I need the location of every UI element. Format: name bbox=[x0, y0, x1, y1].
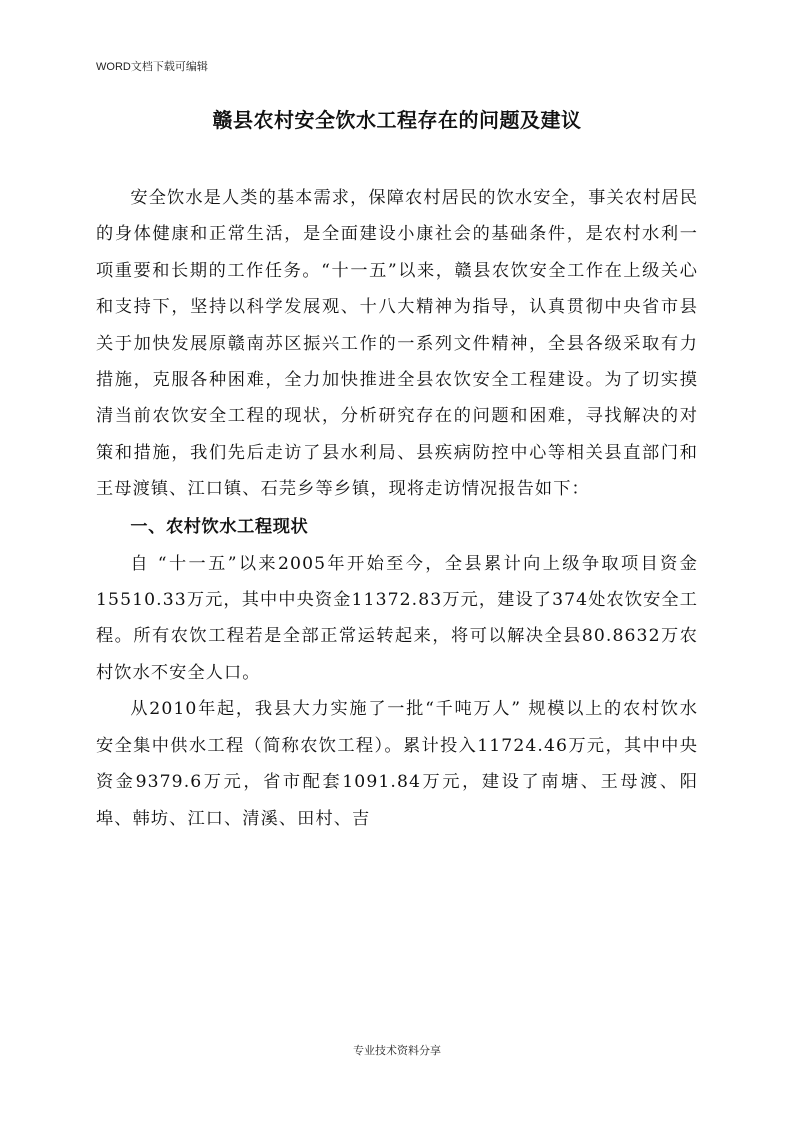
document-title: 赣县农村安全饮水工程存在的问题及建议 bbox=[212, 108, 582, 132]
page-header-note: WORD文档下载可编辑 bbox=[96, 61, 208, 73]
body-paragraph: 自 “十一五”以来2005年开始至今，全县累计向上级争取项目资金15510.33万元，其中中央资金11372.83万元，建设了374处农饮安全工程。所有农饮工程若是全部正常运转起来，将可以解决全县80.8632万农村饮水不安全人口。 bbox=[96, 553, 698, 683]
intro-paragraph: 安全饮水是人类的基本需求，保障农村居民的饮水安全，事关农村居民的身体健康和正常生活，是全面建设小康社会的基础条件，是农村水利一项重要和长期的工作任务。“十一五”以来，赣县农饮安全工作在上级关心和支持下，坚持以科学发展观、十八大精神为指导，认真贯彻中央省市县关于加快发展原赣南苏区振兴工作的一系列文件精神，全县各级采取有力措施，克服各种困难，全力加快推进全县农饮安全工程建设。为了切实摸清当前农饮安全工程的现状，分析研究存在的问题和困难，寻找解决的对策和措施，我们先后走访了县水利局、县疾病防控中心等相关县直部门和王母渡镇、江口镇、石芫乡等乡镇，现将走访情况报告如下： bbox=[96, 188, 698, 500]
body-paragraph: 从2010年起，我县大力实施了一批“千吨万人” 规模以上的农村饮水安全集中供水工程（简称农饮工程）。累计投入11724.46万元，其中中央资金9379.6万元，省市配套1091.84万元，建设了南塘、王母渡、阳埠、韩坊、江口、清溪、田村、吉 bbox=[96, 699, 698, 829]
section-heading: 一、农村饮水工程现状 bbox=[130, 516, 309, 537]
document-body bbox=[96, 180, 698, 837]
page-footer-note: 专业技术资料分享 bbox=[353, 1045, 441, 1057]
